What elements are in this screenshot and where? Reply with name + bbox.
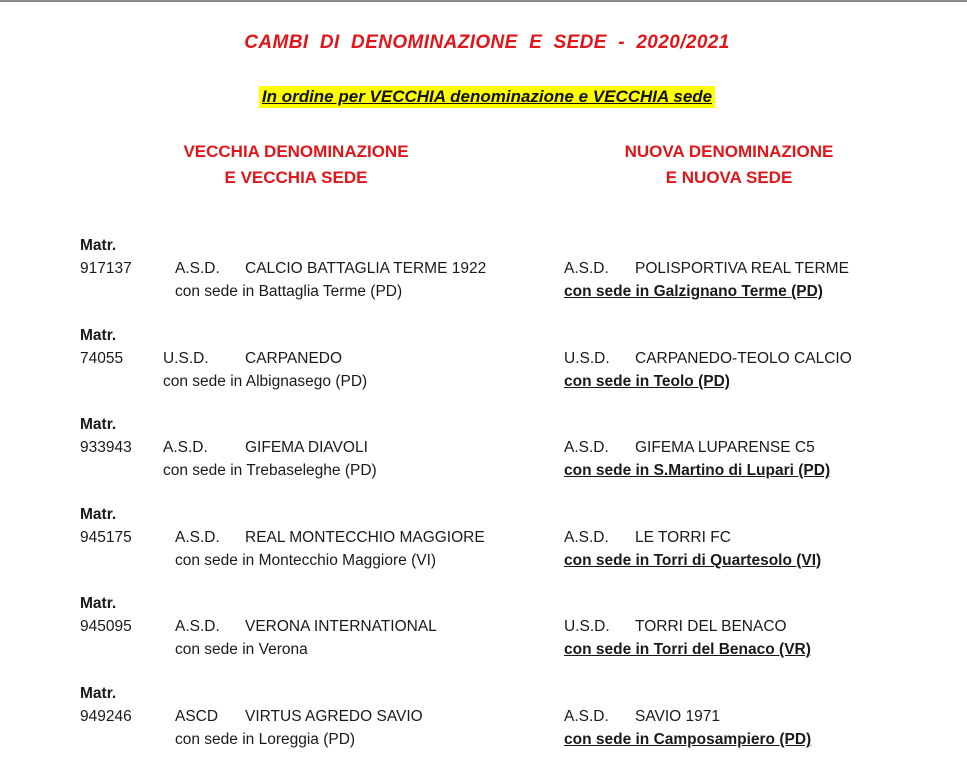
new-club-name: CARPANEDO-TEOLO CALCIO bbox=[635, 350, 852, 367]
matr-number: 917137 bbox=[80, 260, 132, 277]
subtitle-container bbox=[0, 86, 967, 108]
old-club-seat: con sede in Loreggia (PD) bbox=[175, 731, 356, 748]
entry-row bbox=[0, 413, 967, 483]
old-club-type: ASCD bbox=[175, 708, 219, 725]
new-club-name: GIFEMA LUPARENSE C5 bbox=[635, 439, 815, 456]
old-header-line-1: VECCHIA DENOMINAZIONE bbox=[183, 142, 409, 161]
new-club-seat: con sede in Camposampiero (PD) bbox=[564, 731, 812, 748]
old-club-name: VERONA INTERNATIONAL bbox=[245, 618, 437, 635]
matr-number: 933943 bbox=[80, 439, 132, 456]
new-column-header bbox=[579, 139, 879, 191]
old-club-name: VIRTUS AGREDO SAVIO bbox=[245, 708, 423, 725]
matr-number: 74055 bbox=[80, 350, 124, 367]
new-header-line-2: E NUOVA SEDE bbox=[665, 168, 793, 187]
matr-number: 945175 bbox=[80, 529, 132, 546]
matr-label: Matr. bbox=[80, 595, 117, 612]
entry-row bbox=[0, 234, 967, 304]
document-subtitle: In ordine per VECCHIA denominazione e VECCHIA sede bbox=[259, 86, 715, 108]
new-club-seat: con sede in Torri di Quartesolo (VI) bbox=[564, 552, 822, 569]
document-title: CAMBI DI DENOMINAZIONE E SEDE - 2020/2021 bbox=[244, 32, 730, 53]
old-club-name: REAL MONTECCHIO MAGGIORE bbox=[245, 529, 485, 546]
matr-number: 949246 bbox=[80, 708, 132, 725]
old-club-seat: con sede in Verona bbox=[175, 641, 308, 658]
new-club-name: SAVIO 1971 bbox=[635, 708, 721, 725]
new-club-type: A.S.D. bbox=[564, 529, 609, 546]
old-club-type: A.S.D. bbox=[175, 618, 220, 635]
old-club-seat: con sede in Montecchio Maggiore (VI) bbox=[175, 552, 437, 569]
new-club-type: A.S.D. bbox=[564, 708, 609, 725]
matr-label: Matr. bbox=[80, 327, 117, 344]
matr-label: Matr. bbox=[80, 237, 117, 254]
new-club-type: A.S.D. bbox=[564, 439, 609, 456]
old-club-type: U.S.D. bbox=[163, 350, 209, 367]
old-header-line-2: E VECCHIA SEDE bbox=[224, 168, 368, 187]
old-club-name: CARPANEDO bbox=[245, 350, 343, 367]
new-club-type: U.S.D. bbox=[564, 618, 610, 635]
matr-label: Matr. bbox=[80, 506, 117, 523]
old-club-name: GIFEMA DIAVOLI bbox=[245, 439, 368, 456]
new-club-name: TORRI DEL BENACO bbox=[635, 618, 787, 635]
entry-row bbox=[0, 682, 967, 752]
matr-label: Matr. bbox=[80, 685, 117, 702]
entry-row bbox=[0, 592, 967, 662]
new-club-seat: con sede in Torri del Benaco (VR) bbox=[564, 641, 811, 658]
matr-number: 945095 bbox=[80, 618, 132, 635]
old-club-name: CALCIO BATTAGLIA TERME 1922 bbox=[245, 260, 487, 277]
new-header-line-1: NUOVA DENOMINAZIONE bbox=[624, 142, 834, 161]
matr-label: Matr. bbox=[80, 416, 117, 433]
new-club-type: U.S.D. bbox=[564, 350, 610, 367]
new-club-seat: con sede in S.Martino di Lupari (PD) bbox=[564, 462, 831, 479]
old-club-seat: con sede in Battaglia Terme (PD) bbox=[175, 283, 403, 300]
new-club-seat: con sede in Galzignano Terme (PD) bbox=[564, 283, 823, 300]
top-rule bbox=[0, 0, 967, 2]
new-club-name: POLISPORTIVA REAL TERME bbox=[635, 260, 849, 277]
entry-row bbox=[0, 324, 967, 394]
entry-row bbox=[0, 503, 967, 573]
new-club-name: LE TORRI FC bbox=[635, 529, 731, 546]
old-club-seat: con sede in Trebaseleghe (PD) bbox=[163, 462, 377, 479]
old-club-type: A.S.D. bbox=[163, 439, 208, 456]
old-club-type: A.S.D. bbox=[175, 260, 220, 277]
old-club-seat: con sede in Albignasego (PD) bbox=[163, 373, 368, 390]
old-club-type: A.S.D. bbox=[175, 529, 220, 546]
old-column-header bbox=[146, 139, 446, 191]
new-club-type: A.S.D. bbox=[564, 260, 609, 277]
new-club-seat: con sede in Teolo (PD) bbox=[564, 373, 730, 390]
